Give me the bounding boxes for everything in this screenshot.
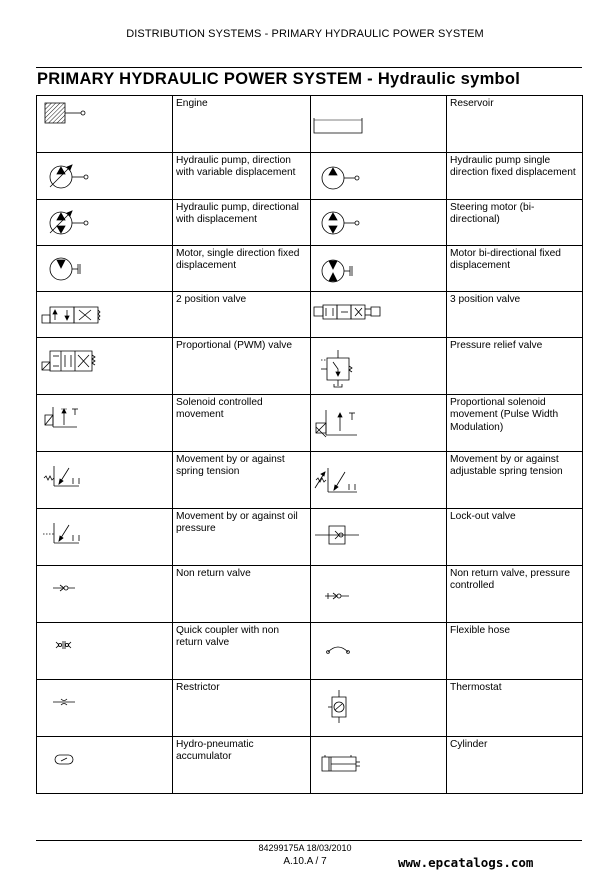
table-row: [37, 737, 583, 794]
table-row: [37, 566, 583, 623]
lockout-valve-icon: [311, 509, 447, 566]
symbol-label: Non return valve: [173, 566, 311, 623]
symbol-cell: [311, 338, 447, 395]
symbol-cell: [311, 509, 447, 566]
check-valve-icon: [37, 566, 173, 623]
symbol-label: Quick coupler with non return valve: [173, 623, 311, 680]
symbol-cell: [311, 96, 447, 153]
table-row: [37, 292, 583, 338]
symbol-label: Cylinder: [447, 737, 583, 794]
oil-pressure-movement-icon: [37, 509, 173, 566]
symbol-label: Restrictor: [173, 680, 311, 737]
symbol-label: Motor bi-directional fixed displacement: [447, 246, 583, 292]
symbol-label: Engine: [173, 96, 311, 153]
table-row: [37, 395, 583, 452]
table-row: [37, 452, 583, 509]
footer-rule: [36, 840, 582, 841]
symbol-label: Pressure relief valve: [447, 338, 583, 395]
symbol-cell: [37, 338, 173, 395]
symbol-label: Movement by or against spring tension: [173, 452, 311, 509]
symbol-label: 2 position valve: [173, 292, 311, 338]
symbol-label: Hydraulic pump, direction with variable displacement: [173, 153, 311, 200]
bidirectional-pump-icon: [37, 200, 173, 246]
solenoid-movement-icon: [37, 395, 173, 452]
proportional-valve-icon: [37, 338, 173, 395]
symbol-label: Flexible hose: [447, 623, 583, 680]
spring-movement-icon: [37, 452, 173, 509]
three-position-valve-icon: [311, 292, 447, 338]
accumulator-icon: [37, 737, 173, 794]
symbol-cell: [37, 623, 173, 680]
symbol-cell: [37, 246, 173, 292]
symbol-cell: [37, 680, 173, 737]
proportional-solenoid-icon: [311, 395, 447, 452]
symbol-label: Proportional solenoid movement (Pulse Width Modulation): [447, 395, 583, 452]
restrictor-icon: [37, 680, 173, 737]
table-row: [37, 96, 583, 153]
symbol-label: Steering motor (bi-directional): [447, 200, 583, 246]
symbol-cell: [311, 200, 447, 246]
steering-motor-icon: [311, 200, 447, 246]
symbol-cell: [311, 395, 447, 452]
symbol-cell: [37, 566, 173, 623]
running-header: DISTRIBUTION SYSTEMS - PRIMARY HYDRAULIC POWER SYSTEM: [126, 28, 484, 40]
table-row: [37, 680, 583, 737]
symbol-cell: [37, 737, 173, 794]
table-row: [37, 338, 583, 395]
symbol-cell: [311, 680, 447, 737]
symbol-cell: [311, 737, 447, 794]
symbol-label: Lock-out valve: [447, 509, 583, 566]
header-rule: [36, 67, 582, 68]
symbol-label: Proportional (PWM) valve: [173, 338, 311, 395]
thermostat-icon: [311, 680, 447, 737]
variable-pump-icon: [37, 153, 173, 200]
symbol-cell: [37, 395, 173, 452]
page-number: A.10.A / 7: [283, 856, 327, 867]
symbol-cell: [37, 452, 173, 509]
adjustable-spring-icon: [311, 452, 447, 509]
pilot-check-valve-icon: [311, 566, 447, 623]
symbol-label: Hydraulic pump single direction fixed displacement: [447, 153, 583, 200]
symbol-cell: [37, 153, 173, 200]
cylinder-icon: [311, 737, 447, 794]
symbol-label: Hydraulic pump, directional with displacement: [173, 200, 311, 246]
flexible-hose-icon: [311, 623, 447, 680]
motor-single-icon: [37, 246, 173, 292]
symbol-cell: [37, 200, 173, 246]
symbol-label: Thermostat: [447, 680, 583, 737]
doc-reference: 84299175A 18/03/2010: [258, 843, 352, 853]
page-title: PRIMARY HYDRAULIC POWER SYSTEM - Hydraulic symbol: [37, 70, 521, 88]
symbol-label: Non return valve, pressure controlled: [447, 566, 583, 623]
symbol-cell: [311, 452, 447, 509]
hydraulic-symbol-table: [36, 95, 583, 794]
table-row: [37, 200, 583, 246]
symbol-cell: [311, 153, 447, 200]
symbol-cell: [37, 96, 173, 153]
pressure-relief-valve-icon: [311, 338, 447, 395]
symbol-label: Reservoir: [447, 96, 583, 153]
two-position-valve-icon: [37, 292, 173, 338]
symbol-label: Solenoid controlled movement: [173, 395, 311, 452]
symbol-cell: [37, 292, 173, 338]
symbol-label: 3 position valve: [447, 292, 583, 338]
table-row: [37, 153, 583, 200]
motor-bidirectional-icon: [311, 246, 447, 292]
symbol-cell: [311, 566, 447, 623]
symbol-cell: [311, 246, 447, 292]
table-row: [37, 509, 583, 566]
symbol-label: Movement by or against adjustable spring tension: [447, 452, 583, 509]
symbol-label: Motor, single direction fixed displacement: [173, 246, 311, 292]
symbol-cell: [311, 292, 447, 338]
table-row: [37, 246, 583, 292]
reservoir-icon: [311, 96, 447, 153]
symbol-label: Movement by or against oil pressure: [173, 509, 311, 566]
engine-icon: [37, 96, 173, 153]
table-row: [37, 623, 583, 680]
symbol-cell: [311, 623, 447, 680]
watermark: www.epcatalogs.com: [398, 855, 534, 870]
symbol-cell: [37, 509, 173, 566]
fixed-pump-icon: [311, 153, 447, 200]
symbol-label: Hydro-pneumatic accumulator: [173, 737, 311, 794]
quick-coupler-icon: [37, 623, 173, 680]
